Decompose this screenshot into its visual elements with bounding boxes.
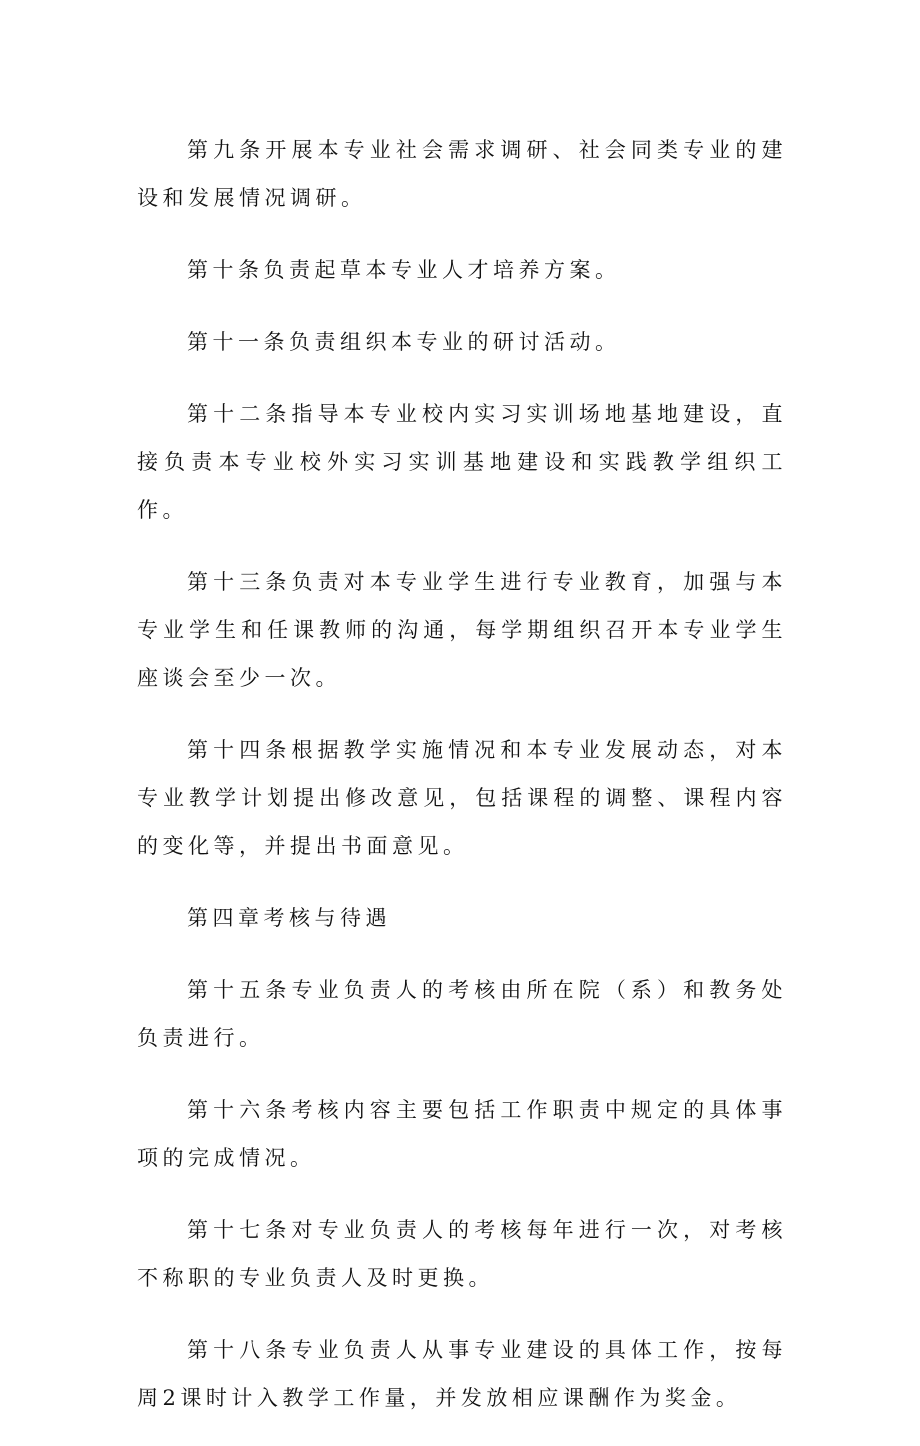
article-17-paragraph: 第十七条对专业负责人的考核每年进行一次，对考核不称职的专业负责人及时更换。: [137, 1218, 787, 1290]
article-14-paragraph: 第十四条根据教学实施情况和本专业发展动态，对本专业教学计划提出修改意见，包括课程的调整、课程内容的变化等，并提出书面意见。: [137, 738, 787, 858]
article-12-paragraph: 第十二条指导本专业校内实习实训场地基地建设，直接负责本专业校外实习实训基地建设和实践教学组织工作。: [137, 402, 787, 522]
chapter-4-heading: 第四章考核与待遇: [187, 906, 391, 930]
document-body: [137, 126, 787, 1446]
article-15-paragraph: 第十五条专业负责人的考核由所在院（系）和教务处负责进行。: [137, 978, 787, 1050]
article-11-paragraph: 第十一条负责组织本专业的研讨活动。: [187, 330, 621, 354]
article-18-paragraph: 第十八条专业负责人从事专业建设的具体工作，按每周2课时计入教学工作量，并发放相应课酬作为奖金。: [137, 1338, 787, 1410]
article-13-paragraph: 第十三条负责对本专业学生进行专业教育，加强与本专业学生和任课教师的沟通，每学期组织召开本专业学生座谈会至少一次。: [137, 570, 787, 690]
article-10-paragraph: 第十条负责起草本专业人才培养方案。: [187, 258, 621, 282]
article-16-paragraph: 第十六条考核内容主要包括工作职责中规定的具体事项的完成情况。: [137, 1098, 787, 1170]
article-9-paragraph: 第九条开展本专业社会需求调研、社会同类专业的建设和发展情况调研。: [137, 138, 787, 210]
